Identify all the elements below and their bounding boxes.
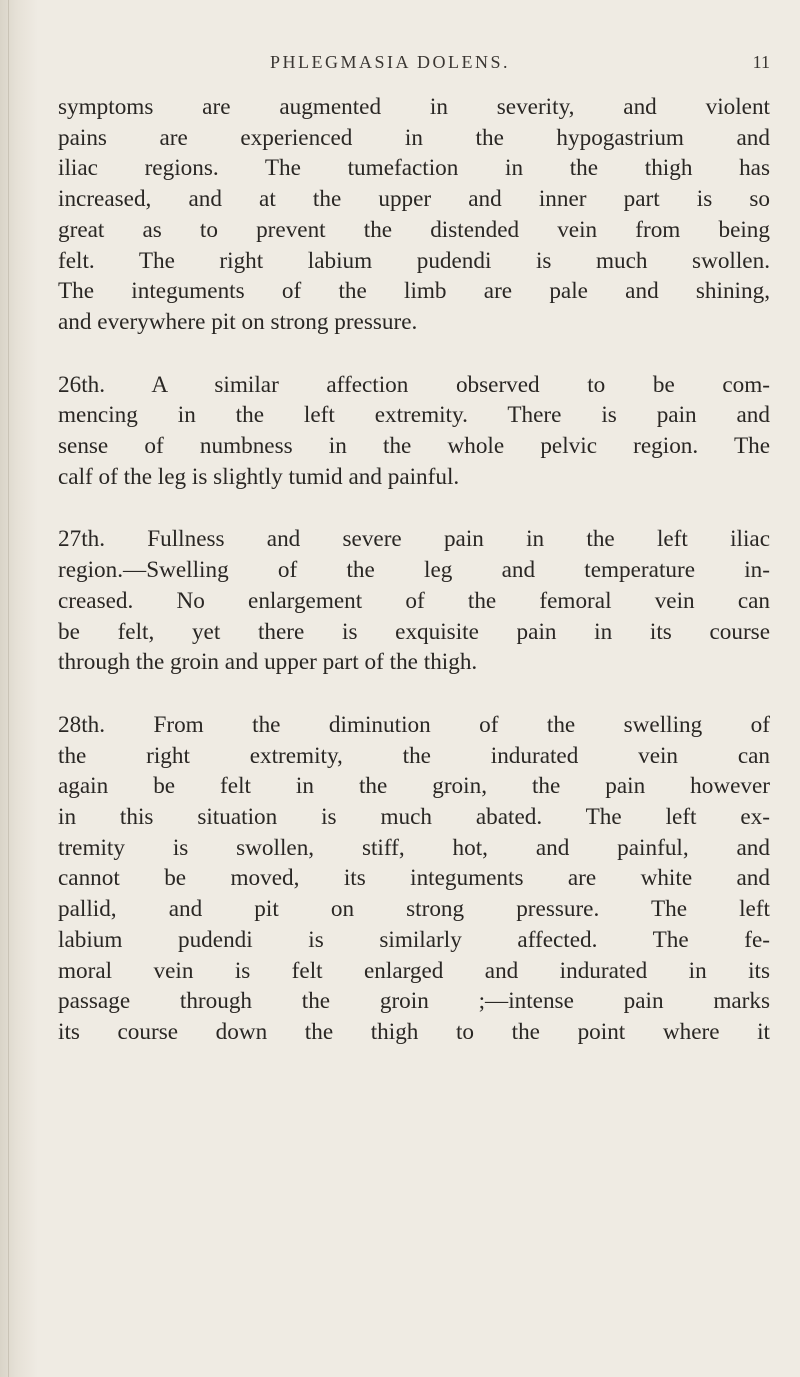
paragraph-26th	[58, 370, 770, 493]
text-line: labium pudendi is similarly affected. The fe-	[58, 926, 770, 953]
page-header	[60, 52, 770, 82]
text-line: again be felt in the groin, the pain however	[58, 773, 770, 800]
page-number: 11	[752, 52, 770, 72]
text-line: sense of numbness in the whole pelvic region. The	[58, 433, 770, 460]
text-line: region.—Swelling of the leg and temperature in-	[58, 557, 770, 584]
text-line: pallid, and pit on strong pressure. The left	[58, 896, 770, 923]
text-line: 27th. Fullness and severe pain in the left iliac	[58, 526, 770, 553]
text-line: pains are experienced in the hypogastrium and	[58, 124, 770, 151]
text-line: moral vein is felt enlarged and indurated in its	[58, 957, 770, 984]
text-line: increased, and at the upper and inner part is so	[58, 186, 770, 213]
page-edge-line	[8, 0, 9, 1377]
text-line: mencing in the left extremity. There is pain and	[58, 402, 770, 429]
text-line: 26th. A similar affection observed to be com-	[58, 371, 770, 398]
text-line: creased. No enlargement of the femoral vein can	[58, 587, 770, 614]
text-line: its course down the thigh to the point where it	[58, 1018, 770, 1045]
text-line: tremity is swollen, stiff, hot, and painful, and	[58, 834, 770, 861]
running-title: PHLEGMASIA DOLENS.	[270, 52, 511, 72]
paragraph-gap	[58, 338, 770, 370]
paragraph-27th	[58, 524, 770, 678]
paragraph-gap	[58, 492, 770, 524]
page-gutter-shadow	[0, 0, 38, 1377]
text-line: symptoms are augmented in severity, and violent	[58, 94, 770, 120]
paragraph-28th	[58, 710, 770, 1048]
text-line: The integuments of the limb are pale and shining,	[58, 278, 770, 305]
text-line: and everywhere pit on strong pressure.	[58, 308, 418, 335]
body-text	[58, 92, 770, 1048]
text-line: the right extremity, the indurated vein can	[58, 742, 770, 769]
text-line: cannot be moved, its integuments are white and	[58, 865, 770, 892]
text-line: iliac regions. The tumefaction in the thigh has	[58, 155, 770, 182]
text-line: calf of the leg is slightly tumid and painful.	[58, 463, 460, 490]
text-line: felt. The right labium pudendi is much swollen.	[58, 247, 770, 274]
text-line: be felt, yet there is exquisite pain in its course	[58, 618, 770, 645]
text-line: in this situation is much abated. The left ex-	[58, 804, 770, 831]
text-line: 28th. From the diminution of the swelling of	[58, 711, 770, 738]
text-line: through the groin and upper part of the thigh.	[58, 649, 478, 676]
text-line: great as to prevent the distended vein from being	[58, 216, 770, 243]
paragraph-continuation	[58, 92, 770, 338]
paragraph-gap	[58, 678, 770, 710]
text-line: passage through the groin ;—intense pain marks	[58, 988, 770, 1015]
